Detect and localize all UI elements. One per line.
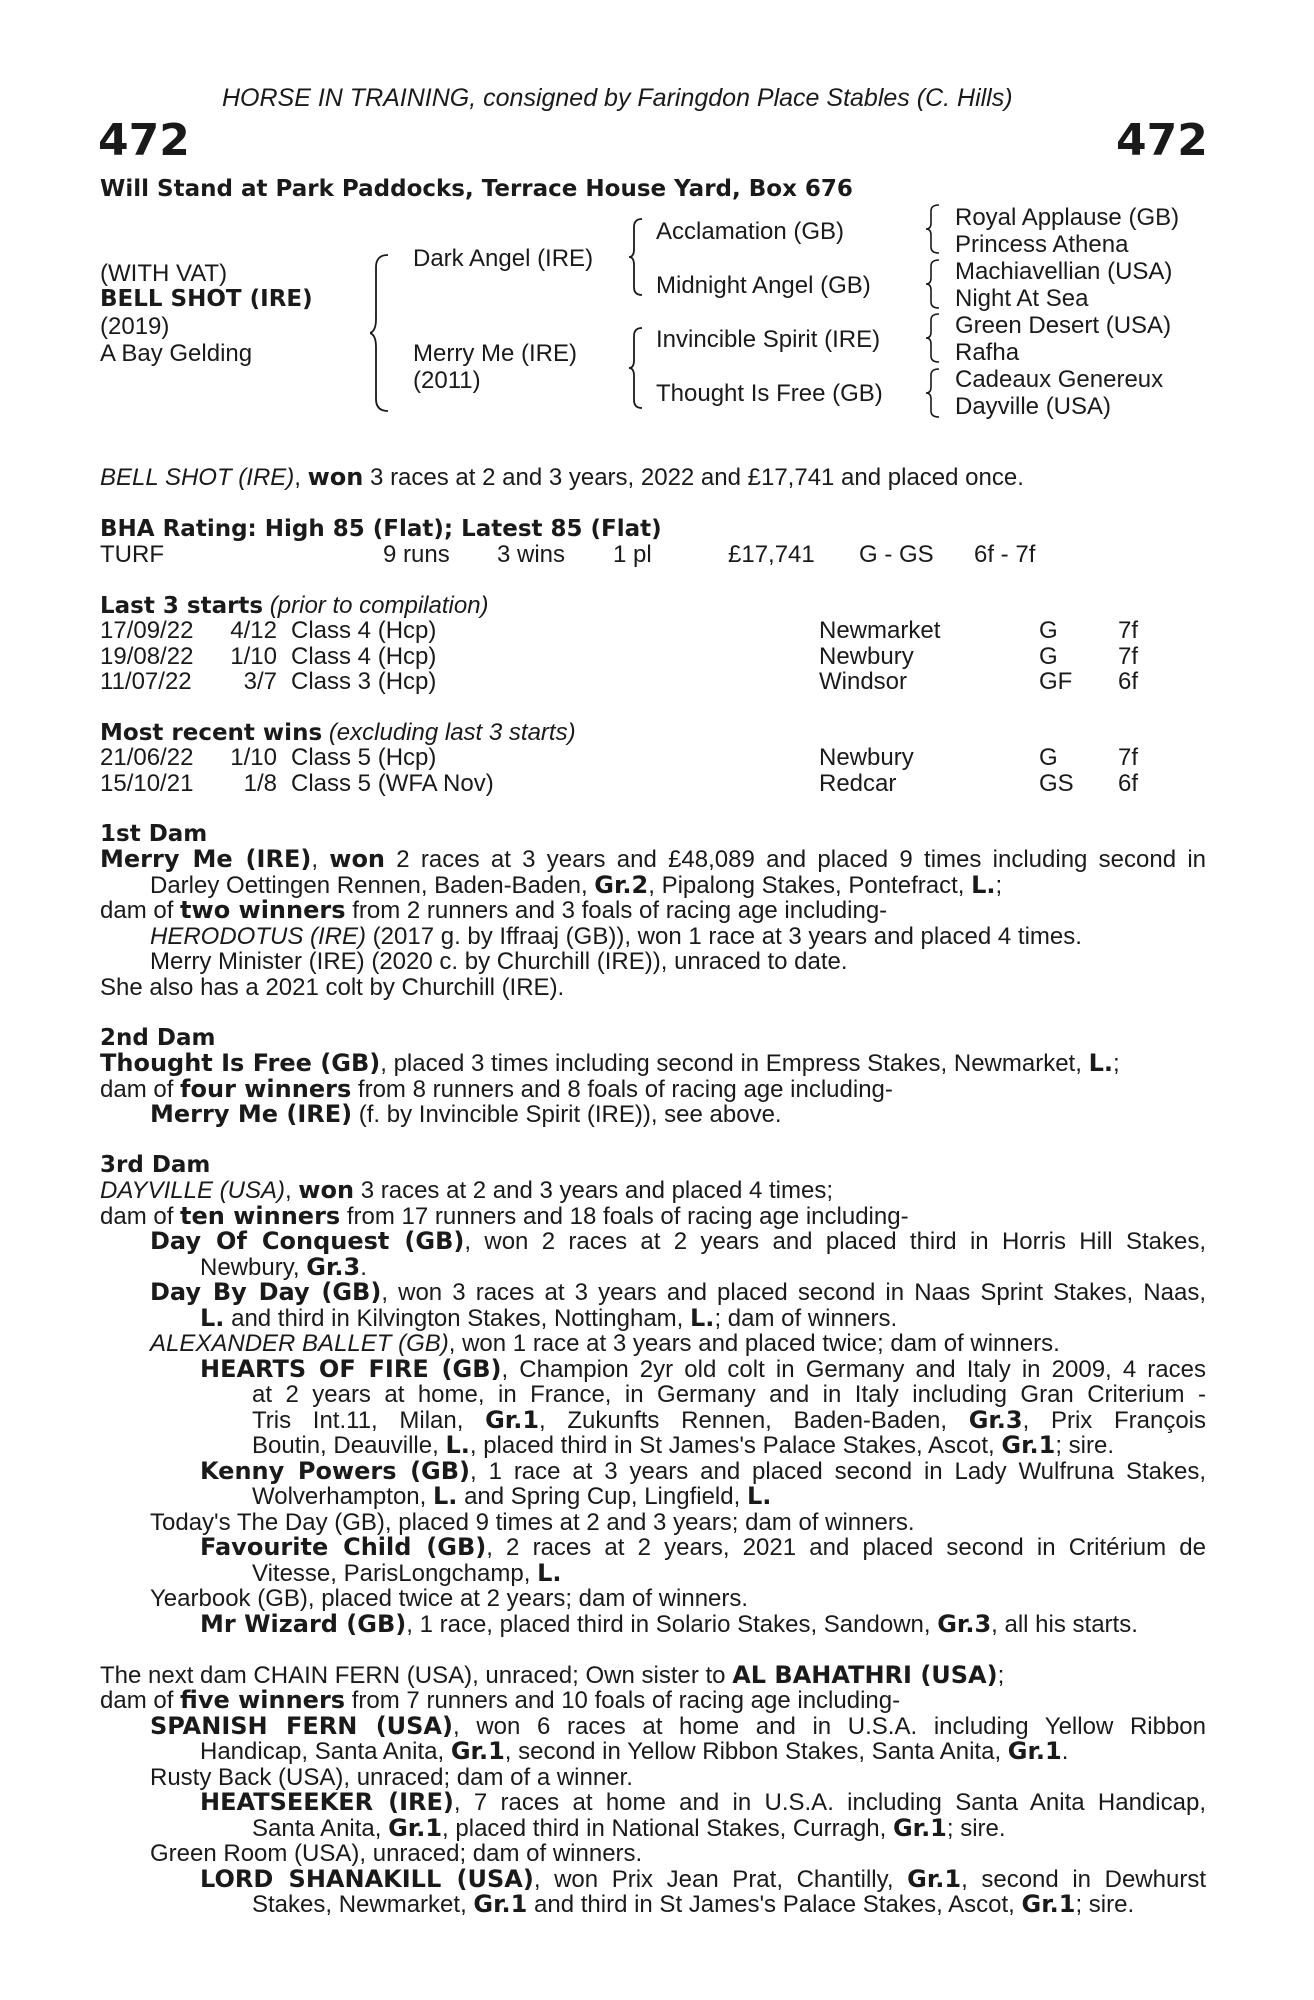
- last-start-dist: 6f: [1118, 668, 1139, 695]
- pedigree-brace-main: [370, 253, 392, 413]
- recent-win-dist: 7f: [1118, 744, 1139, 771]
- yearbook-line: Yearbook (GB), placed twice at 2 years; dam of winners.: [150, 1585, 749, 1612]
- pedigree-sdd: Night At Sea: [955, 285, 1089, 312]
- last-start-pos: 4/12: [230, 617, 277, 644]
- day-by-day-line1: Day By Day (GB), won 3 races at 3 years and placed second in Naas Sprint Stakes, Naas,: [150, 1278, 1206, 1306]
- dam2-heading: 2nd Dam: [100, 1025, 216, 1051]
- lot-number-left: 472: [98, 115, 190, 166]
- pedigree-dam-sire: Invincible Spirit (IRE): [656, 326, 881, 353]
- pedigree-sire-sire: Acclamation (GB): [656, 218, 845, 245]
- horse-name: BELL SHOT (IRE): [100, 286, 313, 312]
- recent-win-race: Class 5 (WFA Nov): [291, 769, 494, 797]
- last-start-row: [100, 644, 1210, 670]
- pedigree-brace-dam: [628, 326, 644, 410]
- last-start-date: 19/08/22: [100, 642, 194, 670]
- hearts-of-fire-line2: at 2 years at home, in France, in Germany and in Italy including Gran Criterium -: [252, 1381, 1206, 1408]
- dam3-line1: DAYVILLE (USA), won 3 races at 2 and 3 years and placed 4 times;: [100, 1176, 833, 1204]
- recent-win-race: Class 5 (Hcp): [291, 744, 437, 771]
- heatseeker-line1: HEATSEEKER (IRE), 7 races at home and in U.S.A. including Santa Anita Handicap,: [200, 1788, 1206, 1816]
- last-start-course: Newbury: [819, 642, 914, 670]
- horse-year: (2019): [100, 313, 170, 340]
- dam3-heading: 3rd Dam: [100, 1152, 211, 1178]
- consignment-line: HORSE IN TRAINING, consigned by Faringdon Place Stables (C. Hills): [222, 84, 1013, 112]
- turf-stats-row: TURF 9 runs 3 wins 1 pl £17,741 G - GS 6f - 7f: [100, 541, 1036, 568]
- bha-rating: BHA Rating: High 85 (Flat); Latest 85 (Flat): [100, 516, 662, 542]
- dam2-line1: Thought Is Free (GB), placed 3 times including second in Empress Stakes, Newmarket, L.;: [100, 1049, 1120, 1077]
- pedigree-brace-dd: [925, 367, 941, 419]
- last-start-dist: 7f: [1118, 642, 1139, 670]
- mr-wizard-line: Mr Wizard (GB), 1 race, placed third in Solario Stakes, Sandown, Gr.3, all his starts.: [200, 1610, 1138, 1638]
- day-of-conquest-line1: Day Of Conquest (GB), won 2 races at 2 years and placed third in Horris Hill Stakes,: [150, 1227, 1206, 1255]
- race-summary: BELL SHOT (IRE), won 3 races at 2 and 3 years, 2022 and £17,741 and placed once.: [100, 463, 1024, 491]
- kenny-powers-line1: Kenny Powers (GB), 1 race at 3 years and placed second in Lady Wulfruna Stakes,: [200, 1457, 1206, 1485]
- dam3-line2: dam of ten winners from 17 runners and 18 foals of racing age including-: [100, 1202, 909, 1230]
- pedigree-brace-ds: [925, 312, 941, 364]
- recent-win-date: 21/06/22: [100, 744, 194, 771]
- last-start-pos: 1/10: [230, 642, 277, 670]
- last-start-going: G: [1039, 617, 1058, 644]
- last-start-race: Class 3 (Hcp): [291, 668, 437, 695]
- last-start-race: Class 4 (Hcp): [291, 617, 437, 644]
- recent-win-date: 15/10/21: [100, 769, 194, 797]
- vat-note: (WITH VAT): [100, 260, 228, 287]
- recent-win-course: Newbury: [819, 744, 914, 771]
- recent-win-pos: 1/10: [230, 744, 277, 771]
- recent-win-going: G: [1039, 744, 1058, 771]
- last-start-race: Class 4 (Hcp): [291, 642, 437, 670]
- lord-shanakill-line1: LORD SHANAKILL (USA), won Prix Jean Prat, Chantilly, Gr.1, second in Dewhurst: [200, 1865, 1206, 1893]
- favourite-child-line1: Favourite Child (GB), 2 races at 2 years, 2021 and placed second in Critérium de: [200, 1533, 1206, 1561]
- recent-win-row: [100, 771, 1210, 797]
- recent-win-going: GS: [1039, 769, 1074, 797]
- pedigree-dsd: Rafha: [955, 339, 1020, 366]
- pedigree-sire-dam: Midnight Angel (GB): [656, 272, 871, 299]
- next-dam-line2: dam of five winners from 7 runners and 10 foals of racing age including-: [100, 1686, 901, 1714]
- hearts-of-fire-line3: Tris Int.11, Milan, Gr.1, Zukunfts Rennen, Baden-Baden, Gr.3, Prix François: [252, 1406, 1207, 1434]
- last-start-date: 17/09/22: [100, 617, 194, 644]
- dam1-heading: 1st Dam: [100, 821, 208, 847]
- pedigree-brace-sd: [925, 258, 941, 310]
- last-starts-heading: Last 3 starts (prior to compilation): [100, 592, 489, 619]
- rusty-back-line: Rusty Back (USA), unraced; dam of a winner.: [150, 1764, 633, 1791]
- favourite-child-line2: Vitesse, ParisLongchamp, L.: [252, 1559, 562, 1587]
- next-dam-line1: The next dam CHAIN FERN (USA), unraced; Own sister to AL BAHATHRI (USA);: [100, 1661, 1005, 1689]
- pedigree-brace-sire: [628, 217, 644, 297]
- pedigree-dam: Merry Me (IRE): [413, 340, 577, 367]
- last-start-row: [100, 669, 1210, 695]
- spanish-fern-line1: SPANISH FERN (USA), won 6 races at home and in U.S.A. including Yellow Ribbon: [150, 1712, 1206, 1740]
- dam1-line5: Merry Minister (IRE) (2020 c. by Churchill (IRE)), unraced to date.: [150, 948, 848, 975]
- spanish-fern-line2: Handicap, Santa Anita, Gr.1, second in Yellow Ribbon Stakes, Santa Anita, Gr.1.: [200, 1737, 1069, 1765]
- heatseeker-line2: Santa Anita, Gr.1, placed third in National Stakes, Curragh, Gr.1; sire.: [252, 1814, 1006, 1842]
- pedigree-dam-dam: Thought Is Free (GB): [656, 380, 883, 407]
- last-start-course: Windsor: [819, 668, 908, 695]
- hearts-of-fire-line4: Boutin, Deauville, L., placed third in St James's Palace Stakes, Ascot, Gr.1; sire.: [252, 1431, 1115, 1459]
- lot-number-right: 472: [1116, 115, 1208, 166]
- last-start-going: G: [1039, 642, 1058, 670]
- pedigree-sire: Dark Angel (IRE): [413, 245, 594, 272]
- last-start-course: Newmarket: [819, 617, 941, 644]
- dam1-line2: Darley Oettingen Rennen, Baden-Baden, Gr.2, Pipalong Stakes, Pontefract, L.;: [150, 871, 1003, 899]
- recent-win-row: [100, 745, 1210, 771]
- last-start-date: 11/07/22: [100, 668, 192, 695]
- horse-description: A Bay Gelding: [100, 340, 253, 367]
- last-start-going: GF: [1039, 668, 1073, 695]
- recent-win-course: Redcar: [819, 769, 897, 797]
- dam1-line3: dam of two winners from 2 runners and 3 foals of racing age including-: [100, 896, 888, 924]
- pedigree-dam-year: (2011): [413, 367, 481, 394]
- pedigree-dss: Green Desert (USA): [955, 312, 1172, 339]
- day-of-conquest-line2: Newbury, Gr.3.: [200, 1253, 367, 1281]
- pedigree-ssd: Princess Athena: [955, 231, 1129, 258]
- recent-wins-heading: Most recent wins (excluding last 3 starts): [100, 719, 576, 746]
- pedigree-ddd: Dayville (USA): [955, 393, 1112, 420]
- dam1-line6: She also has a 2021 colt by Churchill (IRE).: [100, 974, 565, 1001]
- last-start-pos: 3/7: [243, 668, 277, 695]
- dam1-line4: HERODOTUS (IRE) (2017 g. by Iffraaj (GB)), won 1 race at 3 years and placed 4 times.: [150, 923, 1082, 950]
- pedigree-sss: Royal Applause (GB): [955, 204, 1180, 231]
- location-line: Will Stand at Park Paddocks, Terrace House Yard, Box 676: [100, 176, 853, 202]
- hearts-of-fire-line1: HEARTS OF FIRE (GB), Champion 2yr old colt in Germany and Italy in 2009, 4 races: [200, 1355, 1206, 1383]
- dam2-line3: Merry Me (IRE) (f. by Invincible Spirit (IRE)), see above.: [150, 1100, 782, 1128]
- kenny-powers-line2: Wolverhampton, L. and Spring Cup, Lingfield, L.: [252, 1482, 772, 1510]
- last-start-row: [100, 618, 1210, 644]
- pedigree-sds: Machiavellian (USA): [955, 258, 1173, 285]
- dam2-line2: dam of four winners from 8 runners and 8 foals of racing age including-: [100, 1075, 893, 1103]
- recent-win-dist: 6f: [1118, 769, 1139, 797]
- lord-shanakill-line2: Stakes, Newmarket, Gr.1 and third in St James's Palace Stakes, Ascot, Gr.1; sire.: [252, 1890, 1135, 1918]
- dam1-line1: Merry Me (IRE), won 2 races at 3 years and £48,089 and placed 9 times including second in: [100, 845, 1207, 873]
- todays-the-day-line: Today's The Day (GB), placed 9 times at 2 and 3 years; dam of winners.: [150, 1509, 915, 1536]
- pedigree-dds: Cadeaux Genereux: [955, 366, 1164, 393]
- green-room-line: Green Room (USA), unraced; dam of winners.: [150, 1840, 643, 1867]
- day-by-day-line2: L. and third in Kilvington Stakes, Nottingham, L.; dam of winners.: [200, 1304, 898, 1332]
- recent-win-pos: 1/8: [243, 769, 277, 797]
- alexander-ballet-line: ALEXANDER BALLET (GB), won 1 race at 3 years and placed twice; dam of winners.: [150, 1330, 1060, 1357]
- last-start-dist: 7f: [1118, 617, 1139, 644]
- pedigree-brace-ss: [925, 203, 941, 255]
